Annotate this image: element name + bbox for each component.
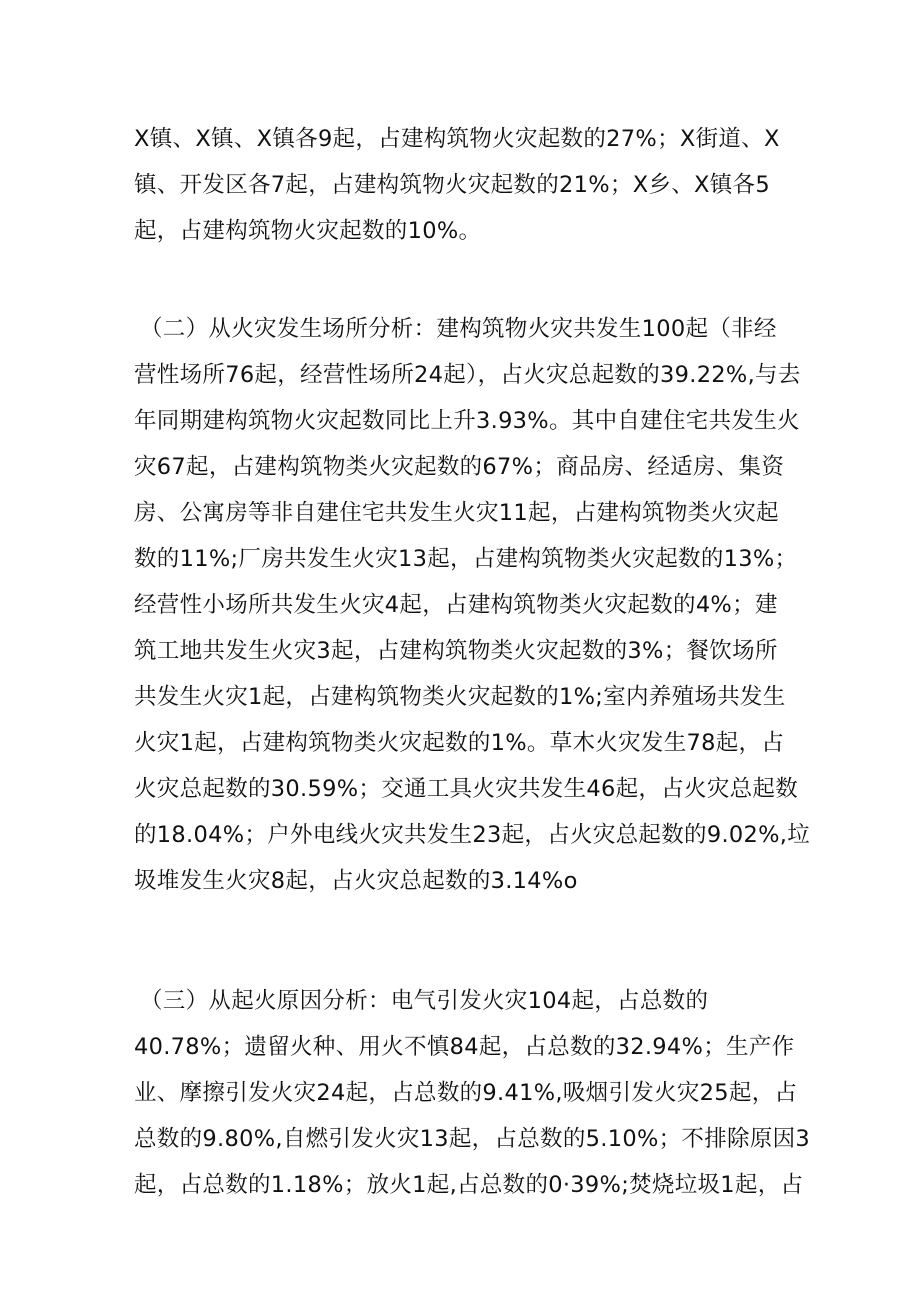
paragraph-town-statistics — [134, 116, 794, 254]
text-line: （二）从火灾发生场所分析：建构筑物火灾共发生100起（非经 — [140, 316, 777, 342]
text-line: （三）从起火原因分析：电气引发火灾104起，占总数的 — [140, 988, 709, 1014]
text-line: 的18.04%；户外电线火灾共发生23起，占火灾总起数的9.02%,垃 — [134, 822, 811, 848]
text-line: 营性场所76起，经营性场所24起），占火灾总起数的39.22%,与去 — [134, 362, 801, 388]
text-line: 灾67起，占建构筑物类火灾起数的67%；商品房、经适房、集资 — [134, 454, 785, 480]
text-line: 40.78%；遗留火种、用火不慎84起，占总数的32.94%；生产作 — [134, 1034, 795, 1060]
paragraph-fire-cause-analysis — [134, 978, 811, 1208]
text-line: 火灾1起，占建构筑物类火灾起数的1%。草木火灾发生78起，占 — [134, 730, 785, 756]
text-line: 镇、开发区各7起，占建构筑物火灾起数的21%；X乡、X镇各5 — [134, 172, 770, 198]
paragraph-fire-location-analysis — [134, 306, 811, 904]
text-line: 房、公寓房等非自建住宅共发生火灾11起，占建构筑物类火灾起 — [134, 500, 779, 526]
text-line: 经营性小场所共发生火灾4起，占建构筑物类火灾起数的4%；建 — [134, 592, 778, 618]
text-line: 年同期建构筑物火灾起数同比上升3.93%。其中自建住宅共发生火 — [134, 408, 800, 434]
text-line: 业、摩擦引发火灾24起，占总数的9.41%,吸烟引发火灾25起，占 — [134, 1080, 798, 1106]
text-line: 筑工地共发生火灾3起，占建构筑物类火灾起数的3%；餐饮场所 — [134, 638, 778, 664]
text-line: 起，占总数的1.18%；放火1起,占总数的0·39%;焚烧垃圾1起，占 — [134, 1172, 804, 1198]
text-line: 共发生火灾1起，占建构筑物类火灾起数的1%;室内养殖场共发生 — [134, 684, 786, 710]
text-line: 起，占建构筑物火灾起数的10%。 — [134, 218, 482, 244]
text-line: 圾堆发生火灾8起，占火灾总起数的3.14%o — [134, 868, 578, 894]
text-line: X镇、X镇、X镇各9起，占建构筑物火灾起数的27%；X街道、X — [134, 126, 780, 152]
text-line: 总数的9.80%,自燃引发火灾13起，占总数的5.10%；不排除原因3 — [134, 1126, 811, 1152]
text-line: 数的11%;厂房共发生火灾13起，占建构筑物类火灾起数的13%； — [134, 546, 798, 572]
text-line: 火灾总起数的30.59%；交通工具火灾共发生46起，占火灾总起数 — [134, 776, 799, 802]
